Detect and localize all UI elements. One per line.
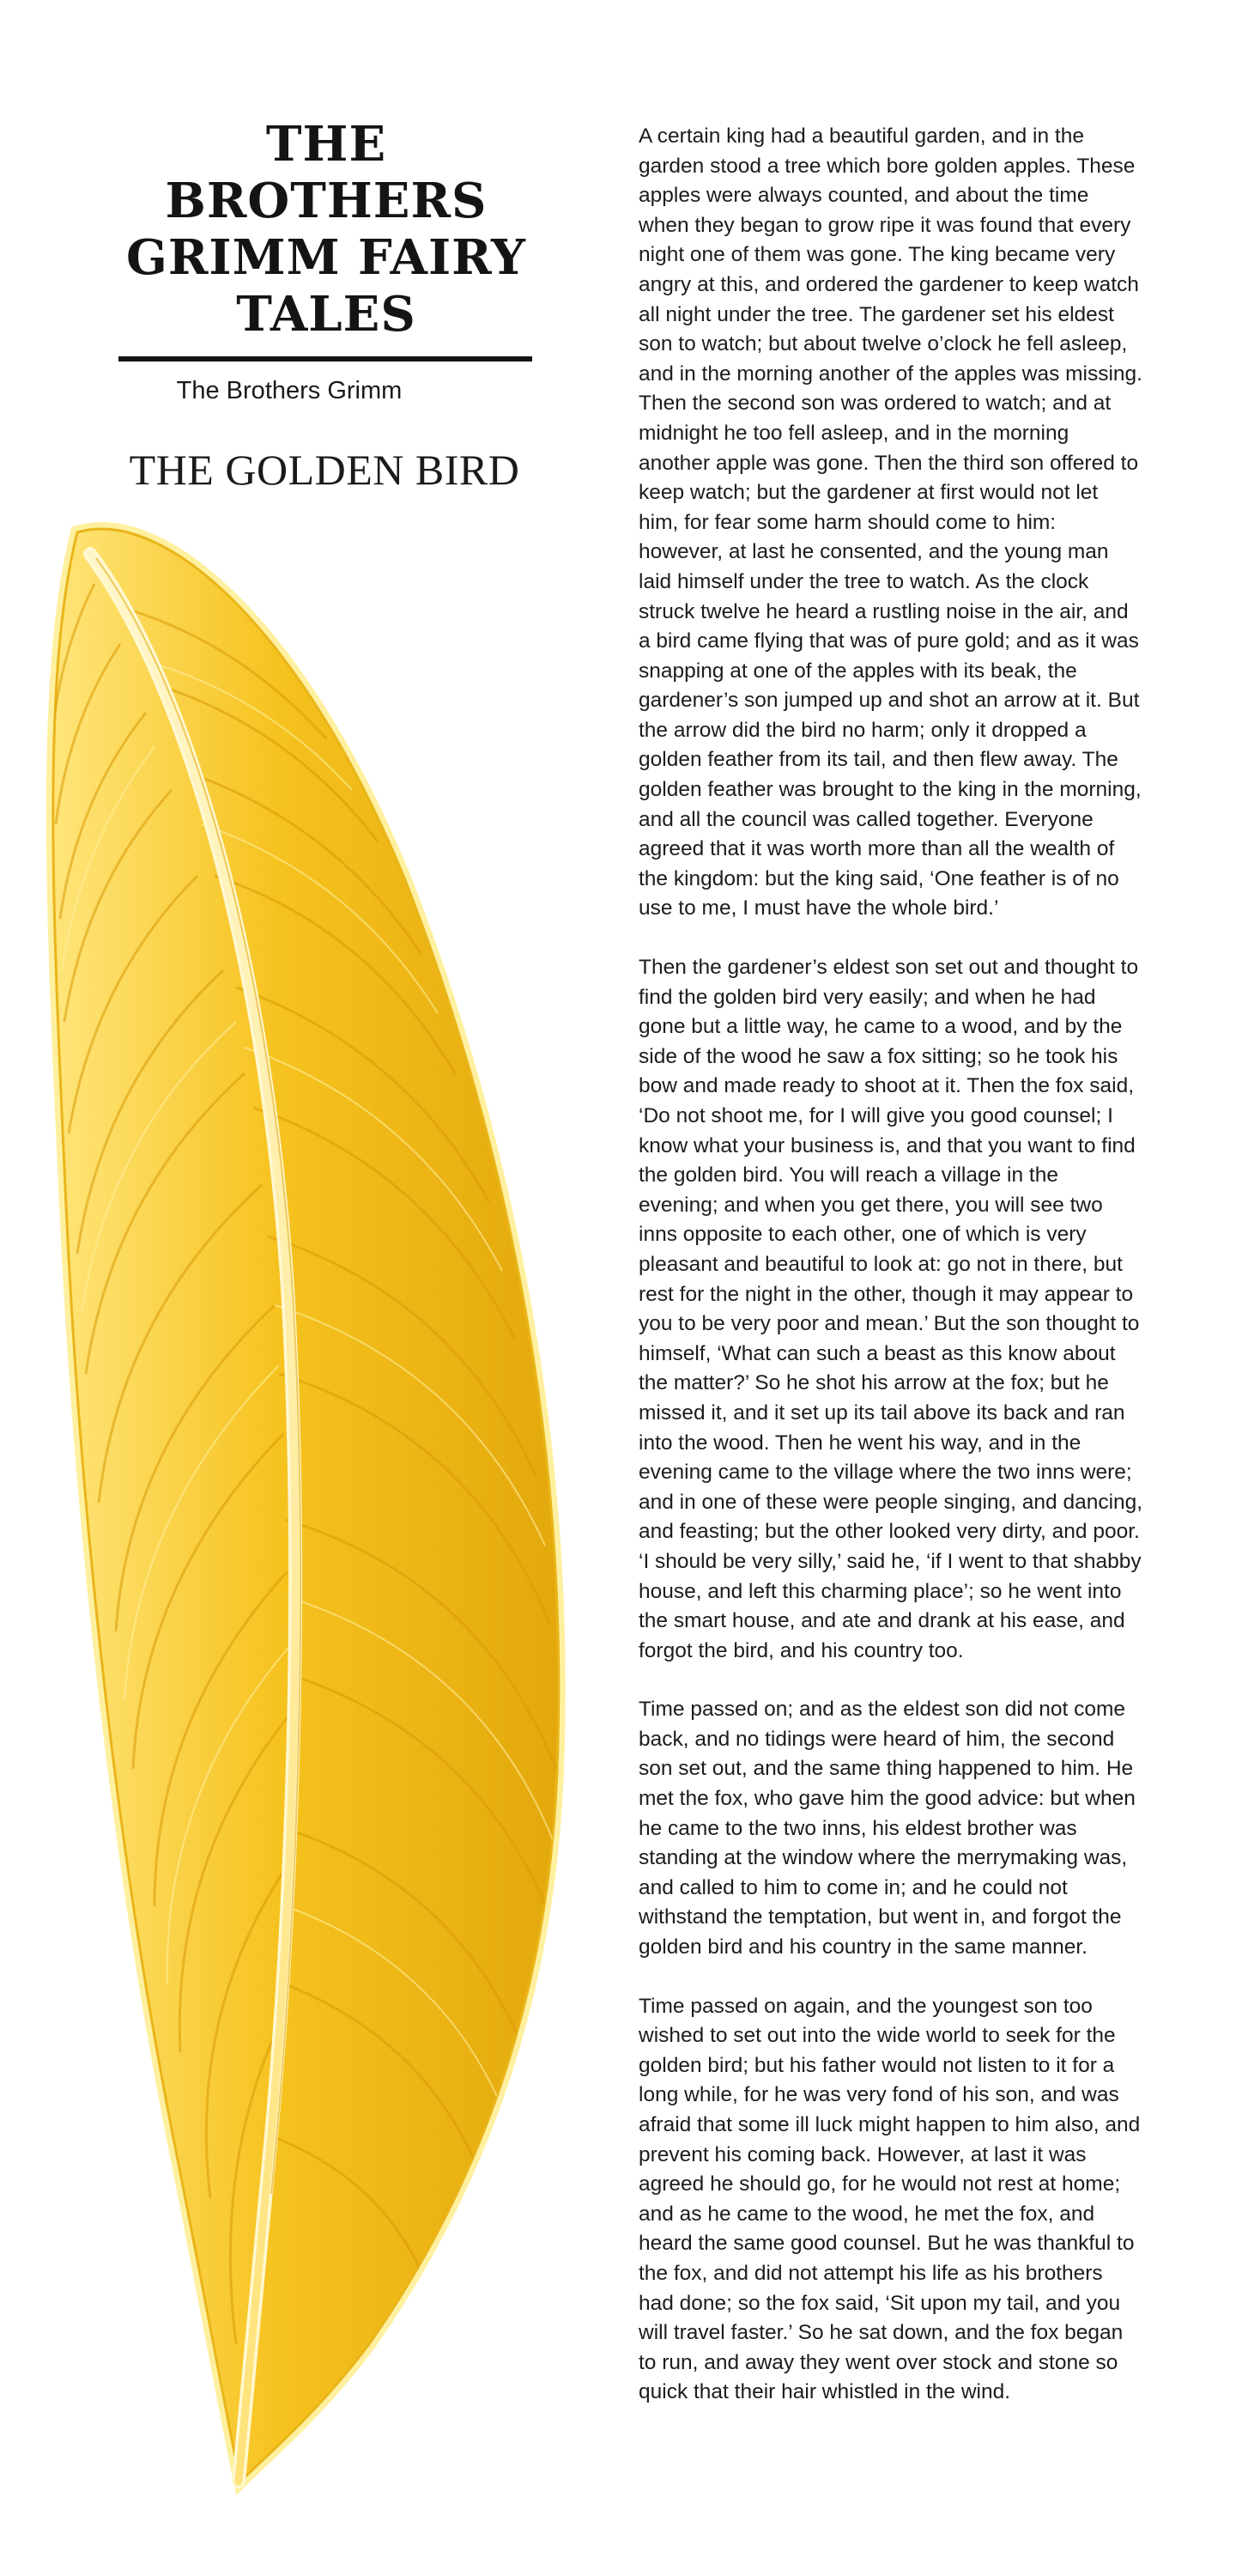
story-paragraph: Time passed on; and as the eldest son did not come back, and no tidings were heard of him, the second son set out, and the same thing happened to him. He met the fox, who gave him the good advice: but when he came to the two inns, his eldest brother was standing at the window where the merrymaking was, and called to him to come in; and he could not withstand the temptation, but went in, and forgot the golden bird and his country in the same manner. (639, 1698, 1136, 1959)
story-text (639, 122, 1143, 2437)
chapter-title: THE GOLDEN BIRD (129, 446, 520, 494)
title-divider (118, 356, 532, 361)
story-paragraph: Then the gardener’s eldest son set out and thought to find the golden bird very easily; and when he had gone but a little way, he came to a wood, and by the side of the wood he saw a fox sitting; so he took his bow and made ready to shoot at it. Then the fox said, ‘Do not shoot me, for I will give you good counsel; I know what your business is, and that you want to find the golden bird. You will reach a village in the evening; and when you get there, you will see two inns opposite to each other, one of which is very pleasant and beautiful to look at: go not in there, but rest for the night in the other, though it may appear to you to be very poor and mean.’ But the son thought to himself, ‘What can such a beast as this know about the matter?’ So he shot his arrow at the fox; but he missed it, and it set up its tail above its back and ran into the wood. Then he went his way, and in the evening came to the village where the two inns were; and in one of these were people singing, and dancing, and feasting; but the other looked very dirty, and poor. ‘I should be very silly,’ said he, ‘if I went to that shabby house, and left this charming place’; so he went into the smart house, and ate and drank at his ease, and forgot the bird, and his country too. (639, 956, 1143, 1662)
book-title: THE BROTHERS GRIMM FAIRY TALES (126, 116, 526, 343)
story-paragraph: Time passed on again, and the youngest son too wished to set out into the wide world to seek for the golden bird; but his father would not listen to it for a long while, for he was very fond of his son, and was afraid that some ill luck might happen to him also, and prevent his coming back. However, at last it was agreed he should go, for he would not rest at home; and as he came to the wood, he met the fox, and heard the same good counsel. But he was thankful to the fox, and did not attempt his life as his brothers had done; so the fox said, ‘Sit upon my tail, and you will travel faster.’ So he sat down, and the fox began to run, and away they went over stock and stone so quick that their hair whistled in the wind. (639, 1994, 1141, 2404)
title-block (103, 116, 549, 495)
story-paragraph: A certain king had a beautiful garden, and in the garden stood a tree which bore golden apples. These apples were always counted, and about the time when they began to grow ripe it was found that every night one of them was gone. The king became very angry at this, and ordered the gardener to keep watch all night under the tree. The gardener set his eldest son to watch; but about twelve o’clock he fell asleep, and in the morning another of the apples was missing. Then the second son was ordered to watch; and at midnight he too fell asleep, and in the morning another apple was gone. Then the third son offered to keep watch; but the gardener at first would not let him, for fear some harm should come to him: however, at last he consented, and the young man laid himself under the tree to watch. As the clock struck twelve he heard a rustling noise in the air, and a bird came flying that was of pure gold; and as it was snapping at one of the apples with its beak, the gardener’s son jumped up and shot an arrow at it. But the arrow did the bird no harm; only it dropped a golden feather from its tail, and then flew away. The golden feather was brought to the king in the morning, and all the council was called together. Everyone agreed that it was worth more than all the wealth of the kingdom: but the king said, ‘One feather is of no use to me, I must have the whole bird.’ (639, 125, 1142, 920)
author-name: The Brothers Grimm (176, 377, 403, 404)
golden-feather-icon (43, 515, 592, 2507)
